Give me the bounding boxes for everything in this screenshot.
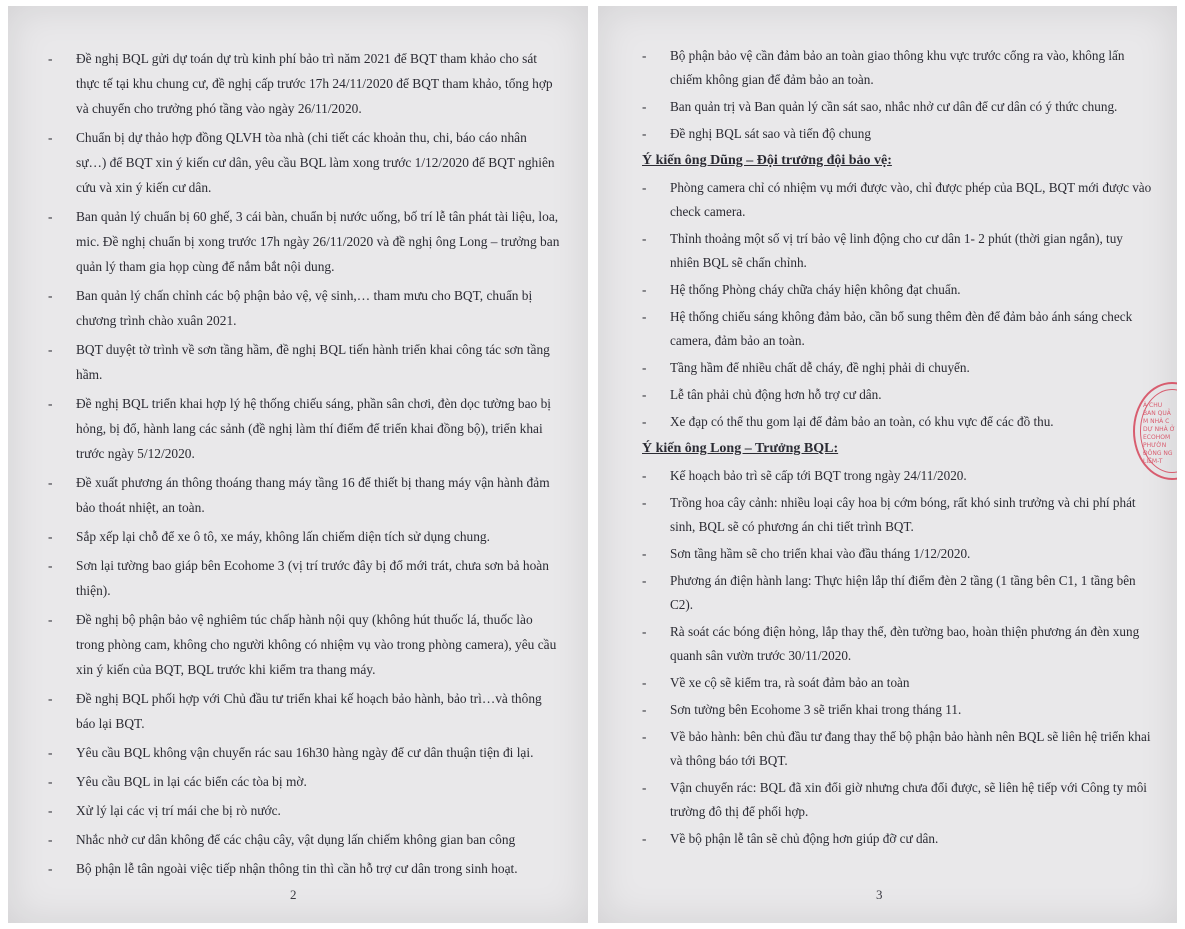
page-number: 3 [876,887,883,902]
list-item: - Trồng hoa cây cảnh: nhiều loại cây hoa bị cớm bóng, rất khó sinh trưởng và chi phí phát sinh, BQL sẽ có phương án chi tiết trình BQT. [638,491,1155,539]
list-item: - Đề nghị BQL triển khai hợp lý hệ thống chiếu sáng, phần sân chơi, đèn dọc tường bao bị hỏng, bị đổ, hành lang các sảnh (đề nghị làm thí điểm để triển khai đồng bộ), triển khai trước ngày 5/12/2020. [44,391,560,466]
stamp-text: LIÊM-T [1143,458,1163,465]
list-item: - Đề nghị BQL gửi dự toán dự trù kinh phí bảo trì năm 2021 để BQT tham khảo cho sát thực tế tại khu chung cư, đề nghị cấp trước 17h 24/11/2020 để BQT tham khảo, tổng hợp và chuyển cho trưởng phó tầng vào ngày 26/11/2020. [44,46,560,121]
list-item: - Hệ thống chiếu sáng không đảm bảo, cần bổ sung thêm đèn để đảm bảo ánh sáng check camera, đảm bảo an toàn. [638,305,1155,353]
list-item: - Về xe cộ sẽ kiểm tra, rà soát đảm bảo an toàn [638,671,1155,695]
list-item: - Ban quản lý chấn chỉnh các bộ phận bảo vệ, vệ sinh,… tham mưu cho BQT, chuẩn bị chương trình chào xuân 2021. [44,283,560,333]
list-item: - Ban quản lý chuẩn bị 60 ghế, 3 cái bàn, chuẩn bị nước uống, bố trí lễ tân phát tài liệu, loa, mic. Đề nghị chuẩn bị xong trước 17h ngày 26/11/2020 và đề nghị ông Long – trưởng ban quản lý tham gia họp cùng để nắm bắt nội dung. [44,204,560,279]
list-item: - Lễ tân phải chủ động hơn hỗ trợ cư dân. [638,383,1155,407]
document-page-3 [598,6,1177,923]
stamp-text: PHƯỜN [1143,442,1167,449]
list-item: - Nhắc nhở cư dân không để các chậu cây, vật dụng lấn chiếm không gian ban công [44,827,560,852]
list-item: - Bộ phận bảo vệ cần đảm bảo an toàn giao thông khu vực trước cổng ra vào, không lấn chiếm không gian để đảm bảo an toàn. [638,44,1155,92]
page-2-item-list [44,46,560,881]
list-item: - Về bảo hành: bên chủ đầu tư đang thay thế bộ phận bảo hành nên BQL sẽ liên hệ triển khai và thông báo tới BQT. [638,725,1155,773]
list-item: - Đề xuất phương án thông thoáng thang máy tầng 16 để thiết bị thang máy vận hành đảm bảo thoát nhiệt, an toàn. [44,470,560,520]
list-item: - Thỉnh thoảng một số vị trí bảo vệ linh động cho cư dân 1- 2 phút (thời gian ngắn), tuy nhiên BQL sẽ chấn chỉnh. [638,227,1155,275]
list-item: - Đề nghị BQL sát sao và tiến độ chung [638,122,1155,146]
stamp-text: ĐÔNG NG [1143,450,1173,457]
list-item: - Tầng hầm để nhiều chất dễ cháy, đề nghị phải di chuyển. [638,356,1155,380]
list-item: - Bộ phận lễ tân ngoài việc tiếp nhận thông tin thì cần hỗ trợ cư dân trong sinh hoạt. [44,856,560,881]
section-long-list [638,464,1155,851]
list-item: - Hệ thống Phòng cháy chữa cháy hiện không đạt chuẩn. [638,278,1155,302]
list-item: - Về bộ phận lễ tân sẽ chủ động hơn giúp đỡ cư dân. [638,827,1155,851]
list-item: - Sơn tầng hầm sẽ cho triển khai vào đầu tháng 1/12/2020. [638,542,1155,566]
stamp-text: À CHU [1143,402,1163,409]
list-item: - Rà soát các bóng điện hỏng, lắp thay thế, đèn tường bao, hoàn thiện phương án đèn xung quanh sân vườn trước 30/11/2020. [638,620,1155,668]
list-item: - BQT duyệt tờ trình về sơn tầng hầm, đề nghị BQL tiến hành triển khai công tác sơn tầng hầm. [44,337,560,387]
list-item: - Ban quản trị và Ban quản lý cần sát sao, nhắc nhở cư dân để cư dân có ý thức chung. [638,95,1155,119]
section-heading-dung: Ý kiến ông Dũng – Đội trưởng đội bảo vệ: [642,153,892,168]
document-page-2 [8,6,588,923]
stamp-text: BAN QUẢ [1143,410,1171,417]
stamp-text: ECOHOM [1143,434,1171,441]
list-item: - Phòng camera chỉ có nhiệm vụ mới được vào, chỉ được phép của BQL, BQT mới được vào check camera. [638,176,1155,224]
list-item: - Vận chuyển rác: BQL đã xin đổi giờ nhưng chưa đổi được, sẽ liên hệ tiếp với Công ty môi trường đô thị để phối hợp. [638,776,1155,824]
section-dung-list [638,176,1155,434]
list-item: - Yêu cầu BQL in lại các biển các tòa bị mờ. [44,769,560,794]
page-number: 2 [290,887,297,902]
list-item: - Kế hoạch bảo trì sẽ cấp tới BQT trong ngày 24/11/2020. [638,464,1155,488]
list-item: - Sắp xếp lại chỗ để xe ô tô, xe máy, không lấn chiếm diện tích sử dụng chung. [44,524,560,549]
page-3-intro-list [638,44,1155,146]
stamp-text: M NHÀ C [1143,418,1170,425]
list-item: - Xe đạp có thể thu gom lại để đảm bảo an toàn, có khu vực để các đồ thu. [638,410,1155,434]
list-item: - Yêu cầu BQL không vận chuyển rác sau 16h30 hàng ngày để cư dân thuận tiện đi lại. [44,740,560,765]
list-item: - Đề nghị BQL phối hợp với Chủ đầu tư triển khai kế hoạch bảo hành, bảo trì…và thông báo lại BQT. [44,686,560,736]
list-item: - Chuẩn bị dự thảo hợp đồng QLVH tòa nhà (chi tiết các khoản thu, chi, báo cáo nhân sự…) để BQT xin ý kiến cư dân, yêu cầu BQL làm xong trước 1/12/2020 để BQT nghiên cứu và xin ý kiến cư dân. [44,125,560,200]
list-item: - Sơn lại tường bao giáp bên Ecohome 3 (vị trí trước đây bị đổ mới trát, chưa sơn bả hoàn thiện). [44,553,560,603]
list-item: - Xử lý lại các vị trí mái che bị rò nước. [44,798,560,823]
list-item: - Phương án điện hành lang: Thực hiện lắp thí điểm đèn 2 tầng (1 tầng bên C1, 1 tầng bên C2). [638,569,1155,617]
list-item: - Đề nghị bộ phận bảo vệ nghiêm túc chấp hành nội quy (không hút thuốc lá, thuốc lào trong phòng cam, không cho người không có nhiệm vụ vào trong phòng camera), yêu cầu xin ý kiến của BQT, BQL trước khi kiểm tra thang máy. [44,607,560,682]
list-item: - Sơn tường bên Ecohome 3 sẽ triển khai trong tháng 11. [638,698,1155,722]
section-heading-long: Ý kiến ông Long – Trưởng BQL: [642,441,839,456]
stamp-text: DỰ NHÀ Ở [1143,426,1176,433]
